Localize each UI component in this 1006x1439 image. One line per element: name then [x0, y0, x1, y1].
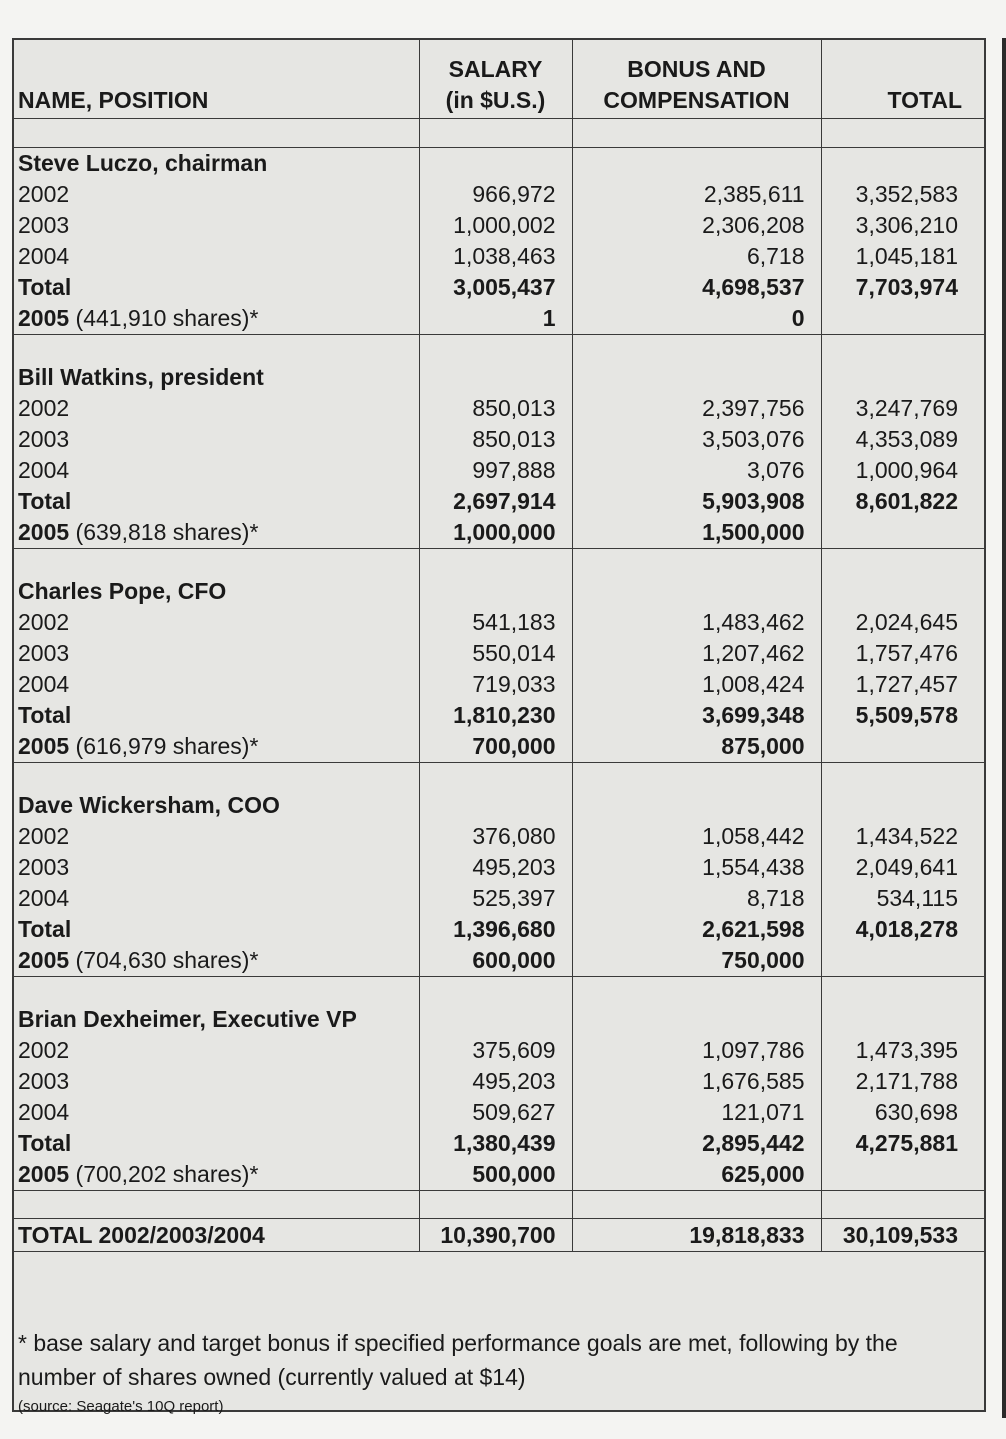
- year-2005: 2005: [18, 305, 70, 331]
- subtotal-total: 4,018,278: [821, 914, 984, 945]
- year-2005: 2005: [18, 947, 70, 973]
- empty-cell: [419, 790, 572, 821]
- empty-cell: [821, 303, 984, 335]
- empty-cell: [14, 1191, 419, 1219]
- year-row: [14, 455, 984, 486]
- year-2005-label: [14, 303, 419, 335]
- empty-cell: [419, 1004, 572, 1035]
- bonus-2005: 750,000: [572, 945, 821, 977]
- grand-total-label: TOTAL 2002/2003/2004: [14, 1219, 419, 1252]
- empty-cell: [572, 549, 821, 577]
- year-2005-row: [14, 945, 984, 977]
- empty-cell: [821, 362, 984, 393]
- bonus-value: 121,071: [572, 1097, 821, 1128]
- subtotal-bonus: 3,699,348: [572, 700, 821, 731]
- empty-cell: [419, 362, 572, 393]
- total-value: 1,473,395: [821, 1035, 984, 1066]
- year-label: 2002: [18, 823, 70, 849]
- salary-value: 495,203: [419, 1066, 572, 1097]
- empty-cell: [821, 1191, 984, 1219]
- footnote-block: [18, 1326, 978, 1418]
- empty-cell: [419, 763, 572, 791]
- bonus-value: 3,503,076: [572, 424, 821, 455]
- bonus-2005: 0: [572, 303, 821, 335]
- subtotal-total: 5,509,578: [821, 700, 984, 731]
- shares-note: (700,202 shares)*: [69, 1161, 259, 1187]
- subtotal-salary: 3,005,437: [419, 272, 572, 303]
- year-row: [14, 241, 984, 272]
- empty-cell: [419, 576, 572, 607]
- footnote-text: * base salary and target bonus if specified performance goals are met, following by the number of shares owned (currently valued at $14): [18, 1330, 898, 1390]
- subtotal-label: Total: [18, 916, 72, 942]
- empty-cell: [821, 731, 984, 763]
- salary-value: 1,000,002: [419, 210, 572, 241]
- salary-value: 509,627: [419, 1097, 572, 1128]
- source-note: (source: Seagate's 10Q report): [18, 1398, 224, 1415]
- empty-cell: [821, 1004, 984, 1035]
- year-2005: 2005: [18, 1161, 70, 1187]
- executive-name: Charles Pope, CFO: [18, 578, 227, 604]
- empty-cell: [572, 335, 821, 363]
- empty-cell: [821, 517, 984, 549]
- year-label: 2004: [18, 457, 70, 483]
- year-row: [14, 821, 984, 852]
- bonus-value: 1,207,462: [572, 638, 821, 669]
- executive-name-row: [14, 576, 984, 607]
- shares-note: (639,818 shares)*: [69, 519, 259, 545]
- year-2005-label: [14, 1159, 419, 1191]
- table-body: [14, 119, 984, 1252]
- salary-value: 997,888: [419, 455, 572, 486]
- year-label: 2004: [18, 885, 70, 911]
- executive-name-row: [14, 362, 984, 393]
- salary-value: 719,033: [419, 669, 572, 700]
- total-value: 2,171,788: [821, 1066, 984, 1097]
- subtotal-row: [14, 914, 984, 945]
- year-row: [14, 852, 984, 883]
- bonus-value: 8,718: [572, 883, 821, 914]
- total-value: 534,115: [821, 883, 984, 914]
- year-2005-row: [14, 517, 984, 549]
- empty-cell: [572, 576, 821, 607]
- subtotal-bonus: 5,903,908: [572, 486, 821, 517]
- year-label: 2002: [18, 1037, 70, 1063]
- subtotal-row: [14, 700, 984, 731]
- subtotal-row: [14, 1128, 984, 1159]
- grand-total-bonus: 19,818,833: [572, 1219, 821, 1252]
- bonus-2005: 625,000: [572, 1159, 821, 1191]
- shares-note: (441,910 shares)*: [69, 305, 259, 331]
- empty-cell: [821, 790, 984, 821]
- salary-2005: 600,000: [419, 945, 572, 977]
- year-2005: 2005: [18, 733, 70, 759]
- executive-name: Dave Wickersham, COO: [18, 792, 280, 818]
- empty-cell: [14, 119, 419, 148]
- empty-cell: [419, 1191, 572, 1219]
- year-2005-label: [14, 945, 419, 977]
- year-row: [14, 1066, 984, 1097]
- empty-cell: [419, 119, 572, 148]
- executive-name-row: [14, 1004, 984, 1035]
- year-row: [14, 669, 984, 700]
- empty-cell: [572, 1004, 821, 1035]
- empty-cell: [821, 576, 984, 607]
- total-value: 3,247,769: [821, 393, 984, 424]
- salary-value: 525,397: [419, 883, 572, 914]
- total-value: 1,000,964: [821, 455, 984, 486]
- salary-value: 966,972: [419, 179, 572, 210]
- year-2005-label: [14, 731, 419, 763]
- total-value: 3,352,583: [821, 179, 984, 210]
- year-2005-row: [14, 1159, 984, 1191]
- year-row: [14, 607, 984, 638]
- salary-value: 541,183: [419, 607, 572, 638]
- empty-cell: [419, 148, 572, 180]
- year-label: 2004: [18, 243, 70, 269]
- total-value: 2,024,645: [821, 607, 984, 638]
- executive-name: Brian Dexheimer, Executive VP: [18, 1006, 357, 1032]
- subtotal-label: Total: [18, 274, 72, 300]
- executive-name-row: [14, 790, 984, 821]
- total-value: 1,757,476: [821, 638, 984, 669]
- bonus-value: 3,076: [572, 455, 821, 486]
- salary-value: 375,609: [419, 1035, 572, 1066]
- subtotal-bonus: 2,621,598: [572, 914, 821, 945]
- header-name-position: NAME, POSITION: [14, 40, 419, 119]
- salary-value: 495,203: [419, 852, 572, 883]
- executive-name-row: [14, 148, 984, 180]
- empty-cell: [821, 148, 984, 180]
- bonus-2005: 875,000: [572, 731, 821, 763]
- total-value: 1,727,457: [821, 669, 984, 700]
- shares-note: (616,979 shares)*: [69, 733, 259, 759]
- subtotal-total: 4,275,881: [821, 1128, 984, 1159]
- year-row: [14, 424, 984, 455]
- bonus-value: 1,676,585: [572, 1066, 821, 1097]
- year-2005-row: [14, 303, 984, 335]
- year-row: [14, 179, 984, 210]
- empty-cell: [572, 362, 821, 393]
- subtotal-row: [14, 486, 984, 517]
- subtotal-total: 7,703,974: [821, 272, 984, 303]
- bonus-2005: 1,500,000: [572, 517, 821, 549]
- year-label: 2004: [18, 1099, 70, 1125]
- year-label: 2004: [18, 671, 70, 697]
- salary-2005: 700,000: [419, 731, 572, 763]
- bonus-value: 2,306,208: [572, 210, 821, 241]
- bonus-value: 1,097,786: [572, 1035, 821, 1066]
- header-salary: SALARY (in $U.S.): [419, 40, 572, 119]
- empty-cell: [14, 549, 419, 577]
- empty-cell: [821, 335, 984, 363]
- empty-cell: [572, 763, 821, 791]
- salary-2005: 1,000,000: [419, 517, 572, 549]
- total-value: 2,049,641: [821, 852, 984, 883]
- salary-2005: 500,000: [419, 1159, 572, 1191]
- year-label: 2003: [18, 854, 70, 880]
- empty-cell: [821, 763, 984, 791]
- year-row: [14, 1097, 984, 1128]
- year-2005-label: [14, 517, 419, 549]
- empty-cell: [419, 977, 572, 1005]
- year-row: [14, 210, 984, 241]
- year-label: 2002: [18, 395, 70, 421]
- subtotal-total: 8,601,822: [821, 486, 984, 517]
- bonus-value: 1,554,438: [572, 852, 821, 883]
- year-row: [14, 638, 984, 669]
- bonus-value: 6,718: [572, 241, 821, 272]
- empty-cell: [572, 977, 821, 1005]
- year-label: 2002: [18, 609, 70, 635]
- total-value: 1,045,181: [821, 241, 984, 272]
- total-value: 3,306,210: [821, 210, 984, 241]
- year-label: 2003: [18, 640, 70, 666]
- subtotal-salary: 2,697,914: [419, 486, 572, 517]
- empty-cell: [572, 119, 821, 148]
- empty-cell: [821, 119, 984, 148]
- compensation-table: [14, 40, 984, 1252]
- total-value: 630,698: [821, 1097, 984, 1128]
- bonus-value: 1,483,462: [572, 607, 821, 638]
- empty-cell: [572, 148, 821, 180]
- page-edge-line: [1002, 38, 1006, 1418]
- executive-name: Steve Luczo, chairman: [18, 150, 268, 176]
- empty-cell: [821, 1159, 984, 1191]
- year-label: 2003: [18, 1068, 70, 1094]
- subtotal-row: [14, 272, 984, 303]
- empty-cell: [419, 335, 572, 363]
- subtotal-bonus: 2,895,442: [572, 1128, 821, 1159]
- shares-note: (704,630 shares)*: [69, 947, 259, 973]
- subtotal-label: Total: [18, 1130, 72, 1156]
- salary-value: 850,013: [419, 393, 572, 424]
- subtotal-bonus: 4,698,537: [572, 272, 821, 303]
- year-row: [14, 1035, 984, 1066]
- salary-2005: 1: [419, 303, 572, 335]
- year-row: [14, 393, 984, 424]
- salary-value: 550,014: [419, 638, 572, 669]
- year-label: 2002: [18, 181, 70, 207]
- empty-cell: [821, 945, 984, 977]
- grand-total-salary: 10,390,700: [419, 1219, 572, 1252]
- executive-name: Bill Watkins, president: [18, 364, 264, 390]
- empty-cell: [572, 1191, 821, 1219]
- compensation-table-frame: [12, 38, 986, 1415]
- subtotal-label: Total: [18, 702, 72, 728]
- year-2005-row: [14, 731, 984, 763]
- bonus-value: 2,397,756: [572, 393, 821, 424]
- subtotal-label: Total: [18, 488, 72, 514]
- subtotal-salary: 1,380,439: [419, 1128, 572, 1159]
- salary-value: 376,080: [419, 821, 572, 852]
- header-bonus: BONUS AND COMPENSATION: [572, 40, 821, 119]
- total-value: 1,434,522: [821, 821, 984, 852]
- empty-cell: [572, 790, 821, 821]
- salary-value: 1,038,463: [419, 241, 572, 272]
- bonus-value: 1,058,442: [572, 821, 821, 852]
- salary-value: 850,013: [419, 424, 572, 455]
- header-total: TOTAL: [821, 40, 984, 119]
- year-label: 2003: [18, 212, 70, 238]
- bonus-value: 2,385,611: [572, 179, 821, 210]
- subtotal-salary: 1,810,230: [419, 700, 572, 731]
- year-label: 2003: [18, 426, 70, 452]
- grand-total-row: [14, 1219, 984, 1252]
- empty-cell: [419, 549, 572, 577]
- total-value: 4,353,089: [821, 424, 984, 455]
- empty-cell: [14, 977, 419, 1005]
- empty-cell: [821, 549, 984, 577]
- empty-cell: [14, 763, 419, 791]
- grand-total-total: 30,109,533: [821, 1219, 984, 1252]
- empty-cell: [14, 335, 419, 363]
- subtotal-salary: 1,396,680: [419, 914, 572, 945]
- header-row: [14, 40, 984, 119]
- empty-cell: [821, 977, 984, 1005]
- bonus-value: 1,008,424: [572, 669, 821, 700]
- year-2005: 2005: [18, 519, 70, 545]
- year-row: [14, 883, 984, 914]
